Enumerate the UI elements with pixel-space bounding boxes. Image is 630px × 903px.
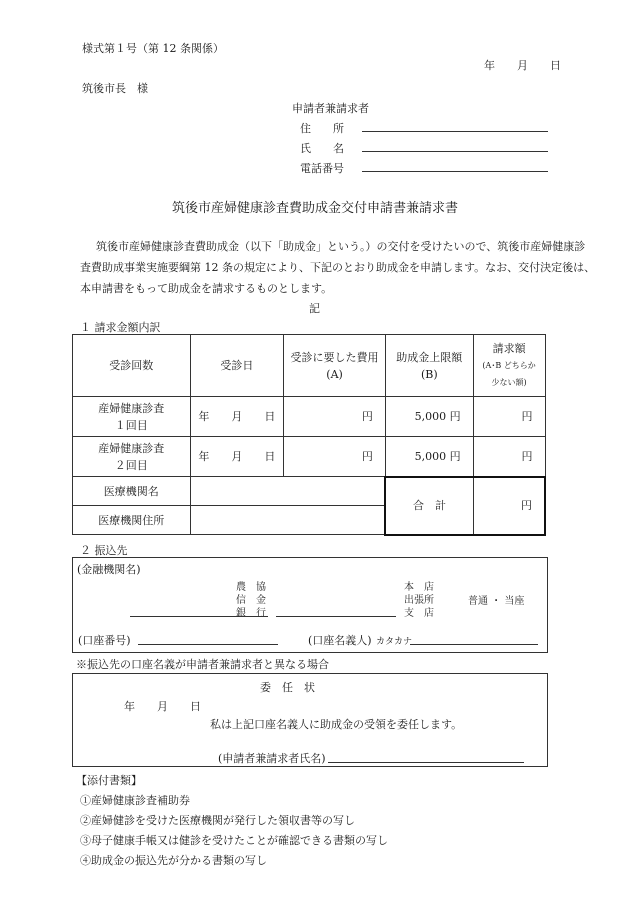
delegation-text: 私は上記口座名義人に助成金の受領を委任します。 — [210, 718, 463, 731]
institution-address-label: 医療機関住所 — [73, 506, 191, 535]
bank-name-line[interactable] — [130, 616, 268, 617]
header-date: 受診日 — [190, 335, 284, 397]
form-number: 様式第１号（第 12 条関係） — [82, 42, 224, 55]
branch-type-2: 出張所 — [404, 595, 434, 606]
account-number-label: (口座番号) — [78, 634, 131, 647]
attachment-item: ③母子健康手帳又は健診を受けたことが確認できる書類の写し — [80, 834, 388, 847]
row-date[interactable]: 年 月 日 — [190, 397, 284, 437]
attachment-item: ①産婦健康診査補助券 — [80, 794, 190, 807]
branch-name-line[interactable] — [276, 616, 396, 617]
attachments-title: 【添付書類】 — [76, 774, 142, 787]
header-visits: 受診回数 — [73, 335, 191, 397]
note-text: ※振込先の口座名義が申請者兼請求者と異なる場合 — [76, 658, 329, 671]
total-label: 合 計 — [385, 477, 473, 535]
delegation-sign-line[interactable] — [328, 762, 524, 763]
row-visit: 産婦健康診査 １回目 — [73, 397, 191, 437]
header-cost: 受診に要した費用 (A) — [284, 335, 386, 397]
address-label: 住 所 — [300, 122, 344, 135]
header-limit: 助成金上限額 (B) — [385, 335, 473, 397]
section1-title: １ 請求金額内訳 — [80, 321, 161, 334]
branch-type-3: 支 店 — [404, 608, 434, 619]
intro-line-3: 本申請書をもって助成金を請求するものとします。 — [80, 282, 333, 295]
bank-type-1: 農 協 — [236, 582, 266, 593]
kana-label: カタカナ — [376, 637, 413, 647]
row-cost[interactable]: 円 — [284, 437, 386, 477]
account-holder-line[interactable] — [410, 644, 538, 645]
institution-field[interactable] — [190, 477, 385, 506]
account-type[interactable]: 普通 ・ 当座 — [468, 596, 525, 607]
address-line[interactable] — [362, 131, 548, 132]
row-visit: 産婦健康診査 ２回目 — [73, 437, 191, 477]
document-title: 筑後市産婦健康診査費助成金交付申請書兼請求書 — [171, 201, 458, 216]
branch-type-1: 本 店 — [404, 582, 434, 593]
row-cost[interactable]: 円 — [284, 397, 386, 437]
addressee: 筑後市長 様 — [82, 82, 148, 95]
delegation-title: 委 任 状 — [260, 681, 315, 694]
account-holder-label: (口座名義人) — [308, 634, 372, 647]
delegation-sign-label: (申請者兼請求者氏名) — [218, 752, 326, 765]
name-line[interactable] — [362, 151, 548, 152]
section2-title: ２ 振込先 — [80, 544, 128, 557]
table-row — [73, 437, 546, 477]
ki-mark: 記 — [309, 302, 320, 315]
header-claim: 請求額 (A･B どちらか 少ない額) — [473, 335, 545, 397]
institution-label: 医療機関名 — [73, 477, 191, 506]
bank-type-2: 信 金 — [236, 595, 266, 606]
name-label: 氏 名 — [300, 142, 344, 155]
intro-line-1: 筑後市産婦健康診査費助成金（以下「助成金」という。）の交付を受けたいので、筑後市産婦健康診 — [96, 240, 586, 253]
delegation-date: 年 月 日 — [124, 700, 201, 713]
date-field: 年 月 日 — [484, 59, 561, 72]
row-claim[interactable]: 円 — [473, 397, 545, 437]
account-number-line[interactable] — [138, 644, 278, 645]
total-value[interactable]: 円 — [473, 477, 545, 535]
claim-table — [72, 334, 546, 536]
institution-address-field[interactable] — [190, 506, 385, 535]
row-limit: 5,000 円 — [385, 437, 473, 477]
phone-label: 電話番号 — [300, 162, 344, 175]
bank-label: (金融機関名) — [77, 563, 141, 576]
table-row — [73, 397, 546, 437]
row-limit: 5,000 円 — [385, 397, 473, 437]
attachment-item: ②産婦健診を受けた医療機関が発行した領収書等の写し — [80, 814, 355, 827]
row-claim[interactable]: 円 — [473, 437, 545, 477]
applicant-title: 申請者兼請求者 — [292, 102, 369, 115]
intro-line-2: 査費助成事業実施要綱第 12 条の規定により、下記のとおり助成金を申請します。なお、交付決定後は、 — [80, 261, 596, 274]
attachment-item: ④助成金の振込先が分かる書類の写し — [80, 854, 267, 867]
bank-type-3: 銀 行 — [236, 608, 266, 619]
phone-line[interactable] — [362, 171, 548, 172]
row-date[interactable]: 年 月 日 — [190, 437, 284, 477]
